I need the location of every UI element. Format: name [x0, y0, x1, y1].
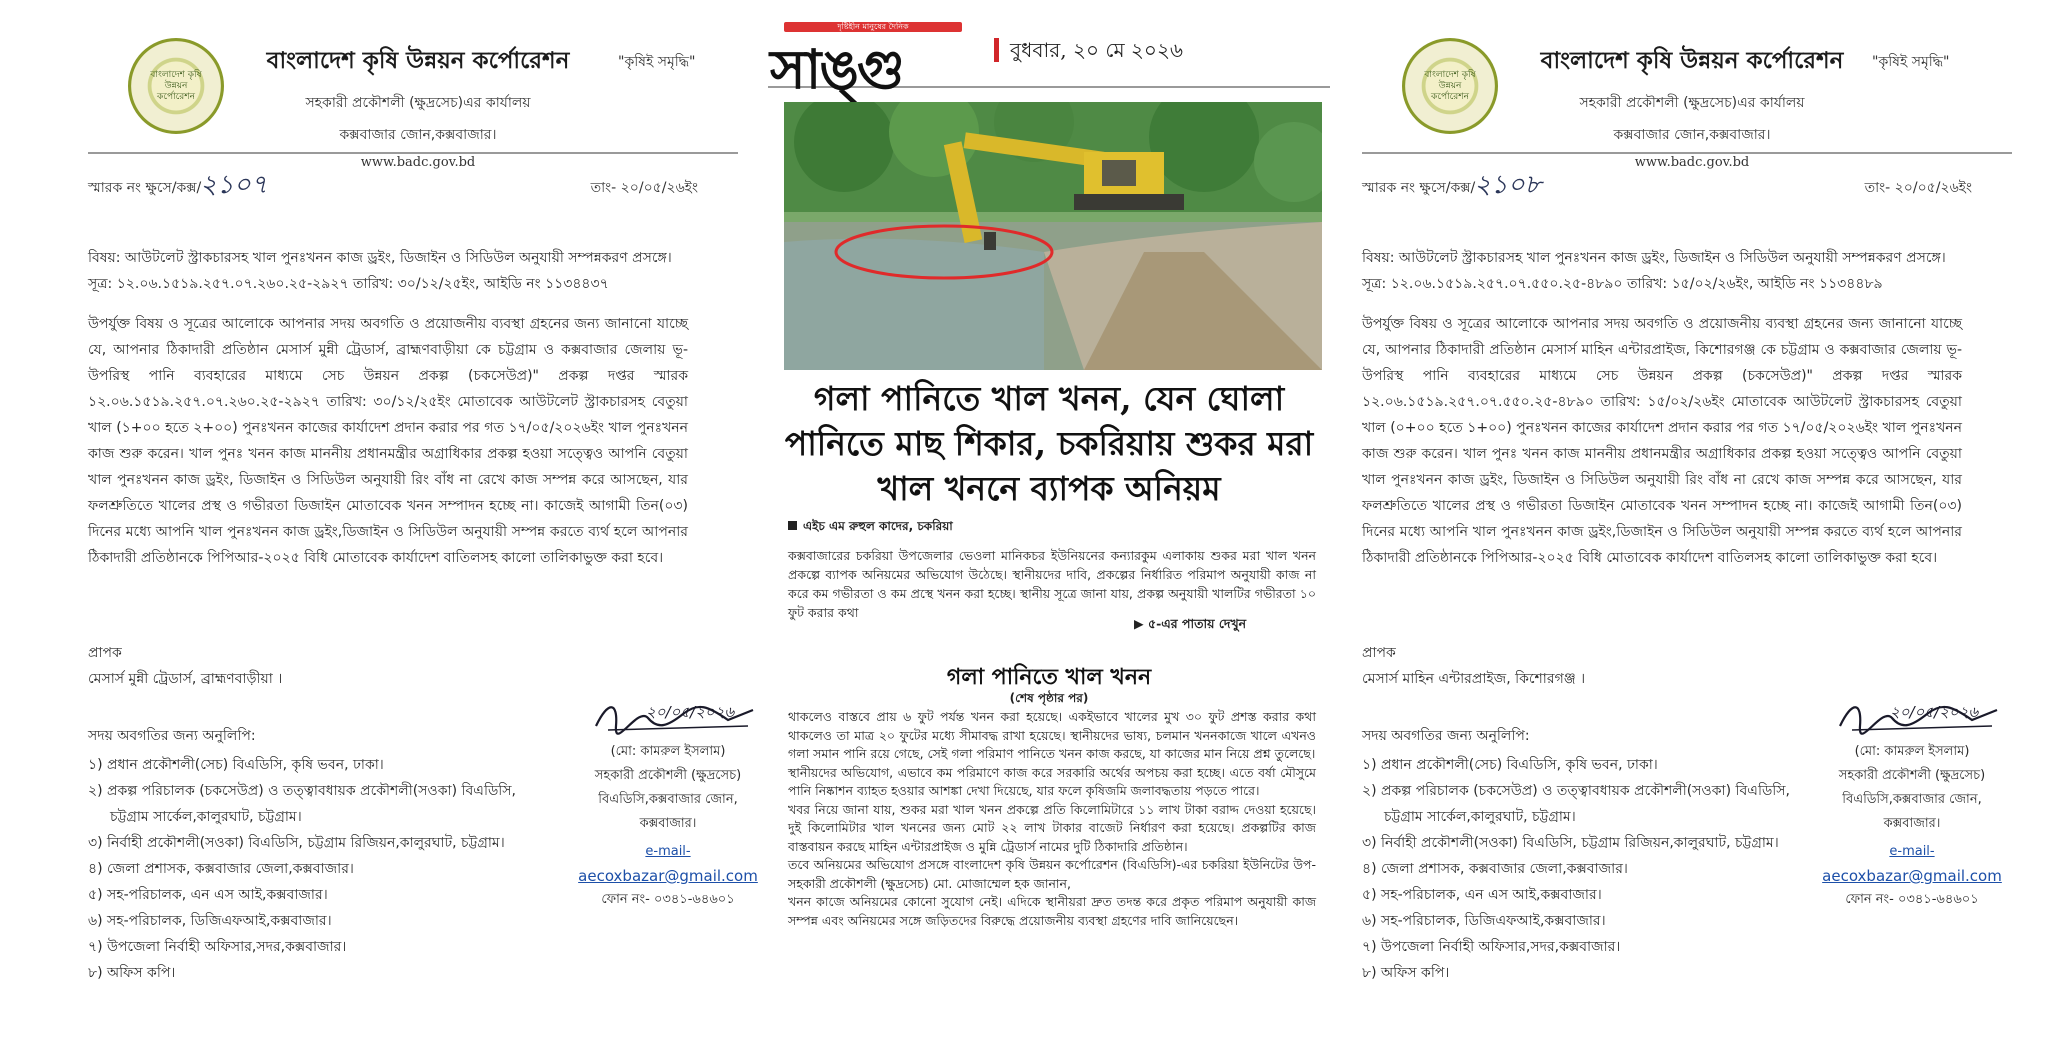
letterhead — [1362, 0, 2012, 170]
zone-name: কক্সবাজার জোন,কক্সবাজার। — [339, 127, 497, 143]
subject-line: বিষয়: আউটলেট স্ট্রাকচারসহ খাল পুনঃখনন কাজ ড্রইং, ডিজাইন ও সিডিউল অনুযায়ী সম্পন্নকরণ প্রসঙ্গে। — [88, 250, 672, 266]
org-name: বাংলাদেশ কৃষি উন্নয়ন কর্পোরেশন — [1540, 47, 1844, 74]
memo-row — [88, 170, 738, 200]
byline-bullet-icon — [788, 521, 797, 530]
signature-block — [558, 703, 778, 912]
header-divider — [88, 152, 738, 154]
issue-date: বুধবার, ২০ মে ২০২৬ — [1010, 38, 1183, 62]
article-paragraph: খবর নিয়ে জানা যায়, শুকর মরা খাল খনন প্রকল্পে প্রতি কিলোমিটারে ১১ লাখ টাকা বরাদ্দ দেওয়া হয়েছে। দুই কিলোমিটার খাল খননের জন্য মোট ২২ লাখ টাকার বাজেট নির্ধারণ করা হয়েছে। প্রকল্পটির কাজ বাস্তবায়ন করছে মাহিন এন্টারপ্রাইজ ও মুন্নি ট্রেডার্স নামের দুটি ঠিকাদারি প্রতিষ্ঠান। — [788, 801, 1316, 854]
subject-line: বিষয়: আউটলেট স্ট্রাকচারসহ খাল পুনঃখনন কাজ ড্রইং, ডিজাইন ও সিডিউল অনুযায়ী সম্পন্নকরণ প্রসঙ্গে। — [1362, 250, 1946, 266]
letter-body — [1362, 245, 2012, 571]
header-divider — [1362, 152, 2012, 154]
continued-on-page: ▶ ৫-এর পাতায় দেখুন — [1130, 616, 1246, 636]
cc-item: ৮) অফিস কপি। — [1362, 965, 1450, 981]
memo-date: তাং- ২০/০৫/২৬ইং — [1864, 180, 1972, 196]
recipient-block — [1362, 640, 1585, 692]
reference-line: সূত্র: ১২.০৬.১৫১৯.২৫৭.০৭.২৬০.২৫-২৯২৭ তারিখ: ৩০/১২/২৫ইং, আইডি নং ১১৩৪৪৩৭ — [88, 276, 609, 292]
cc-item: ৬) সহ-পরিচালক, ডিজিএফআই,কক্সবাজার। — [1362, 913, 1606, 929]
cc-item: চট্টগ্রাম সার্কেল,কালুরঘাট, চট্টগ্রাম। — [1384, 809, 1576, 825]
signatory-name: (মো: কামরুল ইসলাম) — [1854, 744, 1970, 759]
signature-date: ২০/০৫/২০২৬ — [646, 703, 735, 721]
office-name: সহকারী প্রকৌশলী (ক্ষুদ্রসেচ)এর কার্যালয় — [1579, 95, 1805, 111]
recipient-block — [88, 640, 282, 692]
signature-date: ২০/০৫/২০২৬ — [1890, 703, 1979, 721]
email-label: e-mail- — [1889, 844, 1935, 859]
cc-item: ৩) নির্বাহী প্রকৌশলী(সওকা) বিএডিসি, চট্টগ্রাম রিজিয়ন,কালুরঘাট, চট্টগ্রাম। — [88, 835, 505, 851]
memo-row — [1362, 170, 2012, 200]
cc-item: ৩) নির্বাহী প্রকৌশলী(সওকা) বিএডিসি, চট্টগ্রাম রিজিয়ন,কালুরঘাট, চট্টগ্রাম। — [1362, 835, 1779, 851]
cc-item: ১) প্রধান প্রকৌশলী(সেচ) বিএডিসি, কৃষি ভবন, ঢাকা। — [1362, 757, 1658, 773]
badc-seal-logo — [1402, 38, 1498, 134]
seal-lettering: বাংলাদেশ কৃষি উন্নয়ন কর্পোরেশন — [150, 69, 202, 102]
signatory-name: (মো: কামরুল ইসলাম) — [610, 744, 726, 759]
left-letter — [88, 0, 758, 1063]
website: www.badc.gov.bd — [360, 155, 476, 170]
continuation-label: (শেষ পৃষ্ঠার পর) — [1009, 691, 1089, 705]
memo-date: তাং- ২০/০৫/২৬ইং — [590, 180, 698, 196]
slogan: "কৃষিই সমৃদ্ধি" — [1872, 54, 1950, 70]
website: www.badc.gov.bd — [1634, 155, 1750, 170]
newspaper-logo: সাঙ্গু — [770, 37, 903, 101]
recipient-label: প্রাপক — [1362, 645, 1396, 661]
badc-seal-logo — [128, 38, 224, 134]
letterhead — [88, 0, 738, 170]
cc-item: ৮) অফিস কপি। — [88, 965, 176, 981]
office-name: সহকারী প্রকৌশলী (ক্ষুদ্রসেচ)এর কার্যালয় — [305, 95, 531, 111]
email-label: e-mail- — [645, 844, 691, 859]
cc-item: ৪) জেলা প্রশাসক, কক্সবাজার জেলা,কক্সবাজার। — [88, 861, 354, 877]
org-block — [1502, 42, 1882, 170]
signatory-title: সহকারী প্রকৌশলী (ক্ষুদ্রসেচ) — [594, 768, 742, 783]
article-paragraph: তবে অনিয়মের অভিযোগ প্রসঙ্গে বাংলাদেশ কৃষি উন্নয়ন কর্পোরেশন (বিএডিসি)-এর চকরিয়া ইউনিটের উপ-সহকারী প্রকৌশলী (ক্ষুদ্রসেচ) মো. মোজাম্মেল হক জানান, — [788, 857, 1316, 891]
memo-label: স্মারক নং ক্ষুসে/কক্স/ — [1362, 180, 1476, 196]
newspaper-clipping — [768, 0, 1330, 1063]
cc-item: ৫) সহ-পরিচালক, এন এস আই,কক্সবাজার। — [88, 887, 328, 903]
signatory-org: বিএডিসি,কক্সবাজার জোন, — [598, 792, 738, 807]
article-paragraph: স্থানীয়দের অভিযোগ, এভাবে কম পরিমাণে কাজ করে সরকারি অর্থের অপচয় করা হচ্ছে। এতে বর্ষা মৌসুমে পানি নিষ্কাশন ব্যাহত হওয়ার আশঙ্কা দেখা দিয়েছে, যার ফলে কৃষিজমি জলাবদ্ধতায় পড়তে পারে। — [788, 764, 1316, 798]
signatory-title: সহকারী প্রকৌশলী (ক্ষুদ্রসেচ) — [1838, 768, 1986, 783]
cc-item: ৭) উপজেলা নির্বাহী অফিসার,সদর,কক্সবাজার। — [88, 939, 347, 955]
cc-item: ৬) সহ-পরিচালক, ডিজিএফআই,কক্সবাজার। — [88, 913, 332, 929]
reference-line: সূত্র: ১২.০৬.১৫১৯.২৫৭.০৭.৫৫০.২৫-৪৮৯০ তারিখ: ১৫/০২/২৬ইং, আইডি নং ১১৩৪৪৮৯ — [1362, 276, 1883, 292]
email-link[interactable]: aecoxbazar@gmail.com — [1822, 867, 2002, 885]
letter-body — [88, 245, 738, 571]
cc-item: ৭) উপজেলা নির্বাহী অফিসার,সদর,কক্সবাজার। — [1362, 939, 1621, 955]
cc-title: সদয় অবগতির জন্য অনুলিপি: — [1362, 728, 1530, 744]
memo-number: ২১০৮ — [1474, 170, 1542, 200]
headline: গলা পানিতে খাল খনন, যেন ঘোলা পানিতে মাছ শিকার, চকরিয়ায় শুকর মরা খাল খননে ব্যাপক অনিয়ম — [784, 379, 1314, 508]
recipient-label: প্রাপক — [88, 645, 122, 661]
byline — [788, 518, 953, 538]
recipient-name: মেসার্স মাহিন এন্টারপ্রাইজ, কিশোরগঞ্জ । — [1362, 671, 1586, 687]
continuation-body — [788, 708, 1316, 930]
seal-lettering: বাংলাদেশ কৃষি উন্নয়ন কর্পোরেশন — [1424, 69, 1476, 102]
byline-text: এইচ এম রুহুল কাদের, চকরিয়া — [803, 519, 953, 533]
cc-item: ৪) জেলা প্রশাসক, কক্সবাজার জেলা,কক্সবাজার। — [1362, 861, 1628, 877]
zone-name: কক্সবাজার জোন,কক্সবাজার। — [1613, 127, 1771, 143]
excavator-canal-photo — [784, 102, 1322, 370]
memo-number: ২১০৭ — [200, 170, 268, 200]
signature-block — [1802, 703, 2022, 912]
cc-item: ২) প্রকল্প পরিচালক (চকসেউপ্র) ও তত্ত্বাবধায়ক প্রকৌশলী(সওকা) বিএডিসি, — [88, 783, 516, 799]
right-letter — [1362, 0, 2012, 1063]
signatory-place: কক্সবাজার। — [1883, 816, 1941, 831]
article-paragraph: থাকলেও বাস্তবে প্রায় ৬ ফুট পর্যন্ত খনন করা হয়েছে। একইভাবে খালের মুখ ৩০ ফুট প্রশস্ত করার কথা থাকলেও তা মাত্র ২০ ফুটের মধ্যে সীমাবদ্ধ রাখা হয়েছে। স্থানীয়দের ভাষ্য, চলমান খননকাজে খালে এখনও গলা সমান পানি রয়ে গেছে, সেই গলা পরিমাণ পানিতে খনন কাজ করছে, যা কাজের মান নিয়ে প্রশ্ন তুলেছে। — [788, 709, 1316, 761]
cc-item: ১) প্রধান প্রকৌশলী(সেচ) বিএডিসি, কৃষি ভবন, ঢাকা। — [88, 757, 384, 773]
cc-list — [88, 752, 516, 986]
signatory-org: বিএডিসি,কক্সবাজার জোন, — [1842, 792, 1982, 807]
masthead-tagline: দৃষ্টিহীন মানুষের দৈনিক — [784, 22, 962, 32]
recipient-name: মেসার্স মুন্নী ট্রেডার্স, ব্রাহ্মণবাড়ীয়া । — [88, 671, 283, 687]
phone-number: ফোন নং- ০৩৪১-৬৪৬০১ — [601, 892, 735, 907]
slogan: "কৃষিই সমৃদ্ধি" — [618, 54, 696, 70]
org-block — [228, 42, 608, 170]
memo-label: স্মারক নং ক্ষুসে/কক্স/ — [88, 180, 202, 196]
lead-paragraph: কক্সবাজারের চকরিয়া উপজেলার ভেওলা মানিকচর ইউনিয়নের কন্যারকুম এলাকায় শুকর মরা খাল খনন প্রকল্পে ব্যাপক অনিয়মের অভিযোগ উঠেছে। স্থানীয়দের দাবি, প্রকল্পের নির্ধারিত পরিমাপ অনুযায়ী কাজ না করে কম গভীরতা ও কম প্রস্থে খনন করা হচ্ছে। স্থানীয় সূত্রে জানা যায়, প্রকল্প অনুযায়ী খালটির গভীরতা ১০ ফুট করার কথা — [788, 548, 1316, 620]
masthead-divider — [994, 38, 999, 62]
cc-item: চট্টগ্রাম সার্কেল,কালুরঘাট, চট্টগ্রাম। — [110, 809, 302, 825]
body-paragraph: উপর্যুক্ত বিষয় ও সূত্রের আলোকে আপনার সদয় অবগতি ও প্রয়োজনীয় ব্যবস্থা গ্রহনের জন্য জানানো যাচ্ছে যে, আপনার ঠিকাদারী প্রতিষ্ঠান মেসার্স মাহিন এন্টারপ্রাইজ, কিশোরগঞ্জ কে চট্টগ্রাম ও কক্সবাজার জেলায় ভূ-উপরিস্থ পানি ব্যবহারের মাধ্যমে সেচ উন্নয়ন প্রকল্প (চকসেউপ্র)" প্রকল্প দপ্তর স্মারক ১২.০৬.১৫১৯.২৫৭.০৭.৫৫০.২৫-৪৮৯০ তারিখ: ১৫/০২/২৬ইং মোতাবেক আউটলেট স্ট্রাকচারসহ বেতুয়া খাল (০+০০ হতে ১+০০) পুনঃখনন কাজের কার্যাদেশ প্রদান করার পর গত ১৭/০৫/২০২৬ইং খাল পুনঃখনন কাজ শুরু করেন। খাল পুনঃ খনন কাজ মাননীয় প্রধানমন্ত্রীর অগ্রাধিকার প্রকল্প হওয়া সত্ত্বেও আপনি বেতুয়া খাল পুনঃখনন কাজ ড্রইং, ডিজাইন ও সিডিউল অনুযায়ী রিং বাঁধ না রেখে কাজ সম্পন্ন করে আসছেন, যার ফলশ্রুতিতে খালের প্রস্থ ও গভীরতা ডিজাইন মোতাবেক খনন সম্পাদন হচ্ছে না। কাজেই আগামী তিন(০৩) দিনের মধ্যে আপনি খাল পুনঃখনন কাজ ড্রইং,ডিজাইন ও সিডিউল অনুযায়ী সম্পন্ন করতে ব্যর্থ হলে আপনার ঠিকাদারী প্রতিষ্ঠানকে পিপিআর-২০২৫ বিধি মোতাবেক কার্যাদেশ বাতিলসহ কালো তালিকাভুক্ত করা হবে। — [1362, 316, 1962, 566]
cc-item: ৫) সহ-পরিচালক, এন এস আই,কক্সবাজার। — [1362, 887, 1602, 903]
continuation-headline: গলা পানিতে খাল খনন — [946, 664, 1152, 690]
phone-number: ফোন নং- ০৩৪১-৬৪৬০১ — [1845, 892, 1979, 907]
body-paragraph: উপর্যুক্ত বিষয় ও সূত্রের আলোকে আপনার সদয় অবগতি ও প্রয়োজনীয় ব্যবস্থা গ্রহনের জন্য জানানো যাচ্ছে যে, আপনার ঠিকাদারী প্রতিষ্ঠান মেসার্স মুন্নী ট্রেডার্স, ব্রাহ্মণবাড়ীয়া কে চট্টগ্রাম ও কক্সবাজার জেলায় ভূ-উপরিস্থ পানি ব্যবহারের মাধ্যমে সেচ উন্নয়ন প্রকল্প (চকসেউপ্র)" প্রকল্প দপ্তর স্মারক ১২.০৬.১৫১৯.২৫৭.০৭.২৬০.২৫-২৯২৭ তারিখ: ৩০/১২/২৫ইং মোতাবেক আউটলেট স্ট্রাকচারসহ বেতুয়া খাল (১+০০ হতে ২+০০) পুনঃখনন কাজের কার্যাদেশ প্রদান করার পর গত ১৭/০৫/২০২৬ইং খাল পুনঃখনন কাজ শুরু করেন। খাল পুনঃ খনন কাজ মাননীয় প্রধানমন্ত্রীর অগ্রাধিকার প্রকল্প হওয়া সত্ত্বেও আপনি বেতুয়া খাল পুনঃখনন কাজ ড্রইং, ডিজাইন ও সিডিউল অনুযায়ী রিং বাঁধ না রেখে কাজ সম্পন্ন করে আসছেন, যার ফলশ্রুতিতে খালের প্রস্থ ও গভীরতা ডিজাইন মোতাবেক খনন সম্পাদন হচ্ছে না। কাজেই আগামী তিন(০৩) দিনের মধ্যে আপনি খাল পুনঃখনন কাজ ড্রইং,ডিজাইন ও সিডিউল অনুযায়ী সম্পন্ন করতে ব্যর্থ হলে আপনার ঠিকাদারী প্রতিষ্ঠানকে পিপিআর-২০২৫ বিধি মোতাবেক কার্যাদেশ বাতিলসহ কালো তালিকাভুক্ত করা হবে। — [88, 316, 688, 566]
masthead — [768, 0, 1330, 101]
org-name: বাংলাদেশ কৃষি উন্নয়ন কর্পোরেশন — [266, 47, 570, 74]
article-paragraph: খনন কাজে অনিয়মের কোনো সুযোগ নেই। এদিকে স্থানীয়রা দ্রুত তদন্ত করে প্রকৃত পরিমাপ অনুযায়ী কাজ সম্পন্ন এবং অনিয়মের সঙ্গে জড়িতদের বিরুদ্ধে প্রয়োজনীয় ব্যবস্থা গ্রহণের দাবি জানিয়েছেন। — [788, 894, 1316, 928]
cc-title: সদয় অবগতির জন্য অনুলিপি: — [88, 728, 256, 744]
cc-item: ২) প্রকল্প পরিচালক (চকসেউপ্র) ও তত্ত্বাবধায়ক প্রকৌশলী(সওকা) বিএডিসি, — [1362, 783, 1790, 799]
email-link[interactable]: aecoxbazar@gmail.com — [578, 867, 758, 885]
cc-list — [1362, 752, 1790, 986]
signatory-place: কক্সবাজার। — [639, 816, 697, 831]
